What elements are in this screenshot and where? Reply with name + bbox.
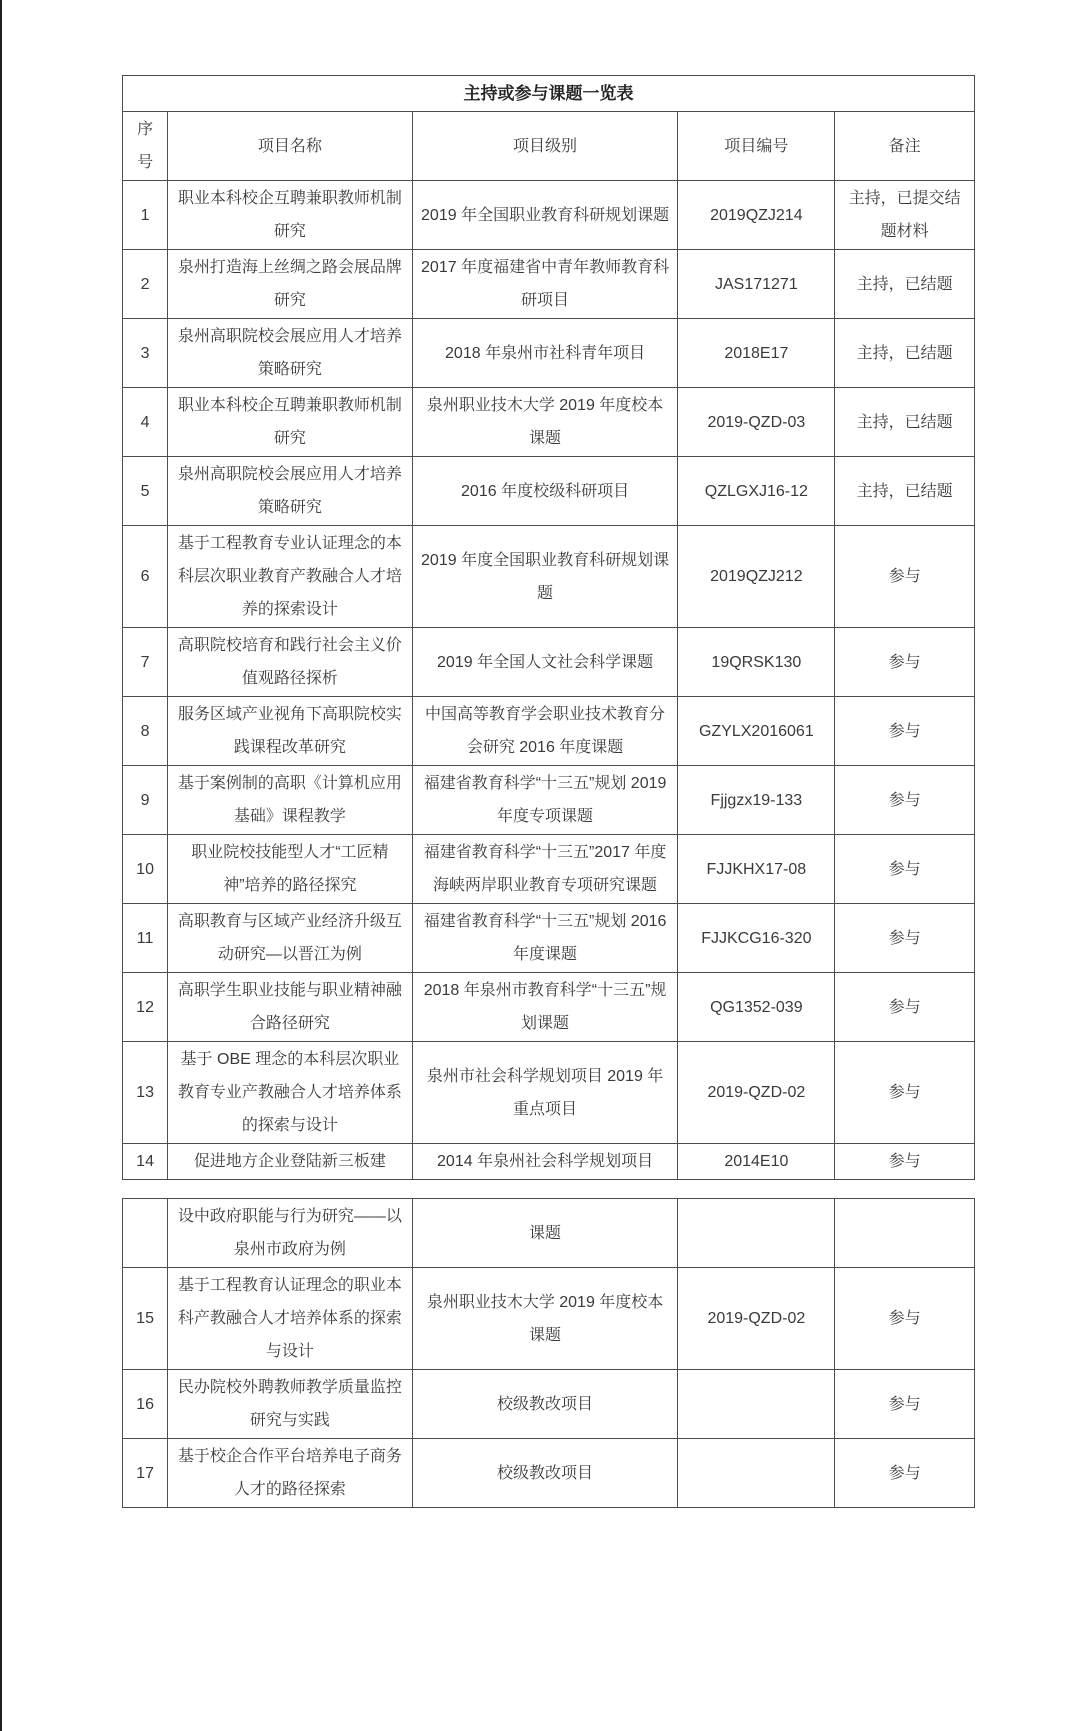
cell-note: 参与 <box>835 766 975 835</box>
cell-seq: 4 <box>123 388 168 457</box>
cell-project-code <box>678 1199 835 1268</box>
table-row <box>123 766 975 835</box>
cell-note: 主持，已结题 <box>835 388 975 457</box>
cell-note: 主持，已结题 <box>835 319 975 388</box>
cell-seq: 12 <box>123 973 168 1042</box>
table-row <box>123 835 975 904</box>
table-row <box>123 697 975 766</box>
cell-project-level: 2019 年全国人文社会科学课题 <box>412 628 678 697</box>
cell-seq: 15 <box>123 1268 168 1370</box>
header-note: 备注 <box>835 112 975 181</box>
cell-seq: 13 <box>123 1042 168 1144</box>
cell-project-level: 2017 年度福建省中青年教师教育科研项目 <box>412 250 678 319</box>
cell-project-level: 福建省教育科学“十三五”规划 2019 年度专项课题 <box>412 766 678 835</box>
header-seq: 序号 <box>123 112 168 181</box>
projects-table-page2 <box>122 1198 975 1508</box>
document-area <box>122 75 975 1508</box>
cell-note: 参与 <box>835 526 975 628</box>
cell-project-name: 服务区域产业视角下高职院校实践课程改革研究 <box>168 697 413 766</box>
cell-project-name: 基于工程教育专业认证理念的本科层次职业教育产教融合人才培养的探索设计 <box>168 526 413 628</box>
cell-project-name: 职业本科校企互聘兼职教师机制研究 <box>168 181 413 250</box>
table-row <box>123 1042 975 1144</box>
cell-project-level: 泉州职业技木大学 2019 年度校本课题 <box>412 388 678 457</box>
cell-project-code <box>678 1370 835 1439</box>
cell-seq: 8 <box>123 697 168 766</box>
cell-project-code: 19QRSK130 <box>678 628 835 697</box>
cell-project-level: 2019 年全国职业教育科研规划课题 <box>412 181 678 250</box>
cell-project-code: 2019-QZD-03 <box>678 388 835 457</box>
cell-project-name: 基于案例制的高职《计算机应用基础》课程教学 <box>168 766 413 835</box>
cell-project-name: 基于工程教育认证理念的职业本科产教融合人才培养体系的探索与设计 <box>168 1268 413 1370</box>
cell-project-level: 校级教改项目 <box>412 1370 678 1439</box>
cell-project-name: 职业院校技能型人才“工匠精神”培养的路径探究 <box>168 835 413 904</box>
cell-project-level: 2014 年泉州社会科学规划项目 <box>412 1144 678 1180</box>
table-row <box>123 628 975 697</box>
cell-project-name: 高职教育与区域产业经济升级互动研究—以晋江为例 <box>168 904 413 973</box>
cell-seq: 16 <box>123 1370 168 1439</box>
cell-project-level: 中国高等教育学会职业技术教育分会研究 2016 年度课题 <box>412 697 678 766</box>
cell-project-level: 2018 年泉州市社科青年项目 <box>412 319 678 388</box>
table-row <box>123 973 975 1042</box>
cell-project-level: 2019 年度全国职业教育科研规划课题 <box>412 526 678 628</box>
table-row <box>123 250 975 319</box>
page-edge-line <box>0 0 2 1731</box>
cell-project-name: 高职院校培育和践行社会主义价值观路径探析 <box>168 628 413 697</box>
cell-project-code: 2018E17 <box>678 319 835 388</box>
table-row <box>123 181 975 250</box>
cell-project-code: 2019-QZD-02 <box>678 1042 835 1144</box>
cell-note <box>835 1199 975 1268</box>
table-row <box>123 388 975 457</box>
cell-project-name: 泉州高职院校会展应用人才培养策略研究 <box>168 457 413 526</box>
cell-project-code: FJJKHX17-08 <box>678 835 835 904</box>
header-project-name: 项目名称 <box>168 112 413 181</box>
cell-project-level: 校级教改项目 <box>412 1439 678 1508</box>
cell-project-code: 2014E10 <box>678 1144 835 1180</box>
cell-note: 参与 <box>835 697 975 766</box>
cell-note: 参与 <box>835 973 975 1042</box>
cell-seq: 9 <box>123 766 168 835</box>
cell-project-level: 2018 年泉州市教育科学“十三五”规划课题 <box>412 973 678 1042</box>
cell-project-level: 福建省教育科学“十三五”2017 年度海峡两岸职业教育专项研究课题 <box>412 835 678 904</box>
cell-seq: 1 <box>123 181 168 250</box>
cell-note: 参与 <box>835 628 975 697</box>
cell-project-code: 2019-QZD-02 <box>678 1268 835 1370</box>
cell-project-name: 设中政府职能与行为研究——以泉州市政府为例 <box>168 1199 413 1268</box>
table-row <box>123 904 975 973</box>
cell-note: 参与 <box>835 1268 975 1370</box>
cell-note: 主持，已提交结题材料 <box>835 181 975 250</box>
cell-project-level: 泉州职业技木大学 2019 年度校本课题 <box>412 1268 678 1370</box>
cell-note: 参与 <box>835 1144 975 1180</box>
cell-seq: 6 <box>123 526 168 628</box>
cell-project-code: QZLGXJ16-12 <box>678 457 835 526</box>
table-row <box>123 457 975 526</box>
cell-project-code: QG1352-039 <box>678 973 835 1042</box>
cell-seq: 7 <box>123 628 168 697</box>
table-row <box>123 1370 975 1439</box>
cell-project-code <box>678 1439 835 1508</box>
cell-note: 参与 <box>835 1042 975 1144</box>
cell-seq: 14 <box>123 1144 168 1180</box>
table-title: 主持或参与课题一览表 <box>123 76 975 112</box>
cell-project-name: 职业本科校企互聘兼职教师机制研究 <box>168 388 413 457</box>
table-row <box>123 526 975 628</box>
cell-project-code: JAS171271 <box>678 250 835 319</box>
table-row <box>123 1439 975 1508</box>
table-title-row <box>123 76 975 112</box>
cell-note: 主持，已结题 <box>835 457 975 526</box>
table-header-row <box>123 112 975 181</box>
cell-note: 主持，已结题 <box>835 250 975 319</box>
cell-note: 参与 <box>835 1370 975 1439</box>
cell-seq: 11 <box>123 904 168 973</box>
cell-seq: 2 <box>123 250 168 319</box>
table-row <box>123 1268 975 1370</box>
cell-note: 参与 <box>835 835 975 904</box>
cell-project-name: 民办院校外聘教师教学质量监控研究与实践 <box>168 1370 413 1439</box>
cell-project-level: 课题 <box>412 1199 678 1268</box>
cell-project-name: 促进地方企业登陆新三板建 <box>168 1144 413 1180</box>
cell-project-code: 2019QZJ214 <box>678 181 835 250</box>
cell-project-level: 2016 年度校级科研项目 <box>412 457 678 526</box>
projects-table-page1 <box>122 75 975 1180</box>
table-row <box>123 1144 975 1180</box>
cell-seq: 5 <box>123 457 168 526</box>
cell-project-name: 基于校企合作平台培养电子商务人才的路径探索 <box>168 1439 413 1508</box>
cell-seq: 3 <box>123 319 168 388</box>
cell-seq <box>123 1199 168 1268</box>
table-row <box>123 1199 975 1268</box>
cell-project-name: 泉州打造海上丝绸之路会展品牌研究 <box>168 250 413 319</box>
cell-project-level: 福建省教育科学“十三五”规划 2016 年度课题 <box>412 904 678 973</box>
cell-project-name: 基于 OBE 理念的本科层次职业教育专业产教融合人才培养体系的探索与设计 <box>168 1042 413 1144</box>
cell-project-code: GZYLX2016061 <box>678 697 835 766</box>
table-row <box>123 319 975 388</box>
cell-note: 参与 <box>835 1439 975 1508</box>
cell-project-name: 泉州高职院校会展应用人才培养策略研究 <box>168 319 413 388</box>
cell-project-level: 泉州市社会科学规划项目 2019 年重点项目 <box>412 1042 678 1144</box>
cell-seq: 17 <box>123 1439 168 1508</box>
header-project-level: 项目级别 <box>412 112 678 181</box>
cell-project-code: FJJKCG16-320 <box>678 904 835 973</box>
cell-project-code: 2019QZJ212 <box>678 526 835 628</box>
header-project-code: 项目编号 <box>678 112 835 181</box>
cell-seq: 10 <box>123 835 168 904</box>
cell-project-name: 高职学生职业技能与职业精神融合路径研究 <box>168 973 413 1042</box>
cell-project-code: Fjjgzx19-133 <box>678 766 835 835</box>
cell-note: 参与 <box>835 904 975 973</box>
